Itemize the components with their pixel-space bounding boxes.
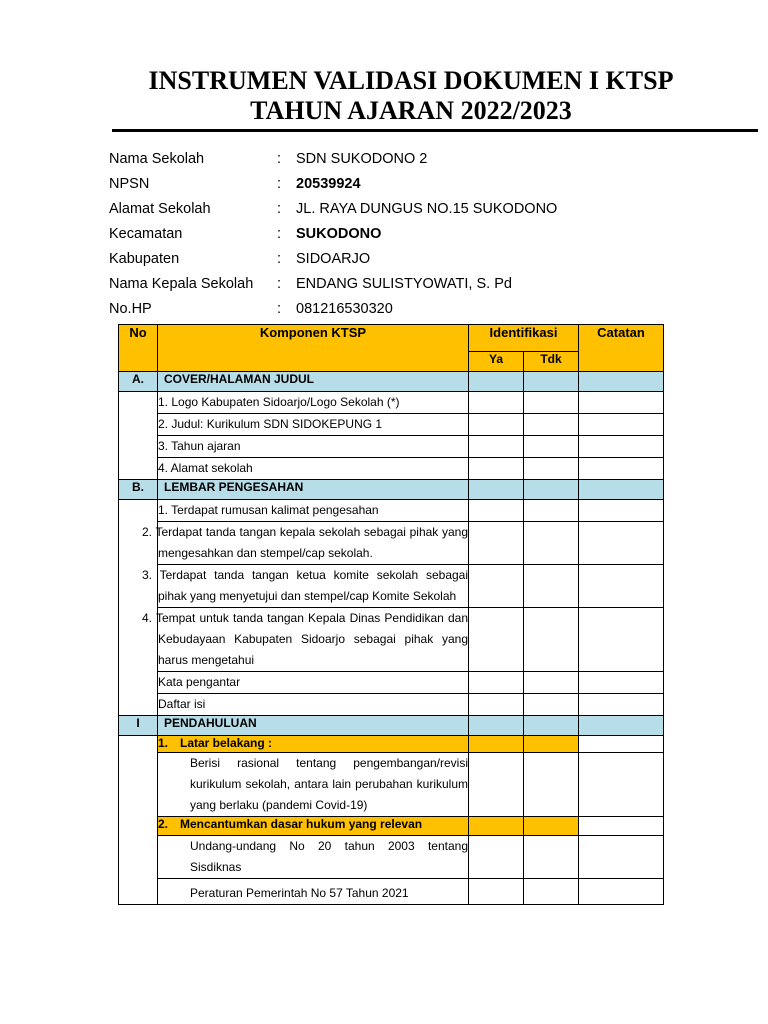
info-key: Kecamatan (109, 226, 183, 242)
info-key: Nama Kepala Sekolah (109, 276, 254, 292)
info-row-kecamatan (109, 222, 729, 247)
section-row-i (119, 716, 664, 736)
subsection-title: Mencantumkan dasar hukum yang relevan (180, 817, 423, 831)
catatan-cell[interactable] (579, 522, 664, 565)
validation-table (118, 324, 664, 905)
info-row-nama-sekolah (109, 147, 729, 172)
ya-cell[interactable] (469, 458, 524, 480)
info-row-npsn (109, 172, 729, 197)
section-number: I (119, 716, 158, 736)
info-colon: : (277, 176, 282, 192)
tdk-cell[interactable] (524, 522, 579, 565)
tdk-cell[interactable] (524, 672, 579, 694)
section-label: PENDAHULUAN (158, 716, 469, 736)
header-tdk: Tdk (524, 352, 579, 372)
catatan-cell[interactable] (579, 458, 664, 480)
ya-cell[interactable] (469, 753, 524, 817)
info-key: Kabupaten (109, 251, 180, 267)
ya-cell[interactable] (469, 522, 524, 565)
header-ya: Ya (469, 352, 524, 372)
table-row-item: Berisi rasional tentang pengembangan/revisi kurikulum sekolah, antara lain perubahan kurikulum yang berlaku (pandemi Covid-19) (158, 753, 469, 817)
tdk-cell[interactable] (524, 694, 579, 716)
ya-cell[interactable] (469, 879, 524, 905)
tdk-cell[interactable] (524, 480, 579, 500)
school-info (109, 147, 729, 322)
catatan-cell[interactable] (579, 879, 664, 905)
table-row-item: 1. Terdapat rumusan kalimat pengesahan (158, 500, 469, 522)
table-row-item: Peraturan Pemerintah No 57 Tahun 2021 (158, 879, 469, 905)
catatan-cell[interactable] (579, 480, 664, 500)
info-value: 081216530320 (296, 301, 393, 317)
ya-cell[interactable] (469, 392, 524, 414)
tdk-cell[interactable] (524, 414, 579, 436)
info-colon: : (277, 301, 282, 317)
catatan-cell[interactable] (579, 608, 664, 672)
table-row-item: 4. Tempat untuk tanda tangan Kepala Dinas Pendidikan dan Kebudayaan Kabupaten Sidoarjo sebagai pihak yang harus mengetahui (158, 608, 469, 672)
subsection-label-dasar-hukum (158, 817, 469, 836)
info-colon: : (277, 201, 282, 217)
catatan-cell[interactable] (579, 372, 664, 392)
subsection-label-latar-belakang (158, 736, 469, 753)
info-colon: : (277, 151, 282, 167)
info-value: JL. RAYA DUNGUS NO.15 SUKODONO (296, 201, 558, 217)
ya-cell[interactable] (469, 672, 524, 694)
subsection-title: Latar belakang : (180, 736, 273, 750)
ya-cell[interactable] (469, 436, 524, 458)
tdk-cell[interactable] (524, 458, 579, 480)
info-row-no-hp (109, 297, 729, 322)
table-row-item: 3. Terdapat tanda tangan ketua komite sekolah sebagai pihak yang menyetujui dan stempel/cap Komite Sekolah (158, 565, 469, 608)
tdk-cell[interactable] (524, 565, 579, 608)
info-value: SIDOARJO (296, 251, 371, 267)
tdk-cell[interactable] (524, 436, 579, 458)
document-subtitle: TAHUN AJARAN 2022/2023 (250, 96, 572, 125)
info-key: NPSN (109, 176, 150, 192)
table-row-item: 4. Alamat sekolah (158, 458, 469, 480)
tdk-cell[interactable] (524, 817, 579, 836)
header-komponen: Komponen KTSP (158, 325, 469, 372)
table-row-item: Daftar isi (158, 694, 469, 716)
ya-cell[interactable] (469, 372, 524, 392)
header-catatan: Catatan (579, 325, 664, 372)
info-colon: : (277, 251, 282, 267)
info-row-alamat (109, 197, 729, 222)
info-row-kepala-sekolah (109, 272, 729, 297)
subsection-number: 1. (158, 736, 169, 750)
info-value: SUKODONO (296, 226, 382, 242)
section-label: COVER/HALAMAN JUDUL (158, 372, 469, 392)
tdk-cell[interactable] (524, 753, 579, 817)
table-row-item: 2. Judul: Kurikulum SDN SIDOKEPUNG 1 (158, 414, 469, 436)
ya-cell[interactable] (469, 414, 524, 436)
header-no: No (119, 325, 158, 372)
table-row-item: 3. Tahun ajaran (158, 436, 469, 458)
info-row-kabupaten (109, 247, 729, 272)
title-divider (112, 129, 758, 132)
info-key: Nama Sekolah (109, 151, 205, 167)
catatan-cell[interactable] (579, 836, 664, 879)
section-number: A. (119, 372, 158, 392)
section-number: B. (119, 480, 158, 500)
info-key: No.HP (109, 301, 152, 317)
header-identifikasi: Identifikasi (469, 325, 579, 352)
info-key: Alamat Sekolah (109, 201, 211, 217)
catatan-cell[interactable] (579, 565, 664, 608)
tdk-cell[interactable] (524, 736, 579, 753)
ya-cell[interactable] (469, 694, 524, 716)
catatan-cell[interactable] (579, 414, 664, 436)
number-cell (119, 736, 158, 905)
catatan-cell[interactable] (579, 392, 664, 414)
ya-cell[interactable] (469, 565, 524, 608)
catatan-cell[interactable] (579, 672, 664, 694)
ya-cell[interactable] (469, 480, 524, 500)
info-colon: : (277, 276, 282, 292)
ya-cell[interactable] (469, 716, 524, 736)
info-colon: : (277, 226, 282, 242)
document-title: INSTRUMEN VALIDASI DOKUMEN I KTSP (148, 66, 674, 95)
table-row-item: Undang-undang No 20 tahun 2003 tentang Sisdiknas (158, 836, 469, 879)
ya-cell[interactable] (469, 608, 524, 672)
catatan-cell[interactable] (579, 753, 664, 817)
section-row-a (119, 372, 664, 392)
number-cell (119, 392, 158, 480)
subsection-number: 2. (158, 817, 169, 831)
table-row-item: 1. Logo Kabupaten Sidoarjo/Logo Sekolah (*) (158, 392, 469, 414)
section-label: LEMBAR PENGESAHAN (158, 480, 469, 500)
table-row-item: 2. Terdapat tanda tangan kepala sekolah sebagai pihak yang mengesahkan dan stempel/cap sekolah. (158, 522, 469, 565)
info-value: ENDANG SULISTYOWATI, S. Pd (296, 276, 512, 292)
catatan-cell[interactable] (579, 716, 664, 736)
tdk-cell[interactable] (524, 716, 579, 736)
ya-cell[interactable] (469, 836, 524, 879)
ya-cell[interactable] (469, 736, 524, 753)
section-row-b (119, 480, 664, 500)
catatan-cell[interactable] (579, 736, 664, 753)
ya-cell[interactable] (469, 817, 524, 836)
info-value: SDN SUKODONO 2 (296, 151, 428, 167)
catatan-cell[interactable] (579, 694, 664, 716)
tdk-cell[interactable] (524, 836, 579, 879)
info-value: 20539924 (296, 176, 361, 192)
catatan-cell[interactable] (579, 436, 664, 458)
tdk-cell[interactable] (524, 392, 579, 414)
catatan-cell[interactable] (579, 817, 664, 836)
tdk-cell[interactable] (524, 879, 579, 905)
table-row-item: Kata pengantar (158, 672, 469, 694)
tdk-cell[interactable] (524, 608, 579, 672)
ya-cell[interactable] (469, 500, 524, 522)
tdk-cell[interactable] (524, 500, 579, 522)
catatan-cell[interactable] (579, 500, 664, 522)
tdk-cell[interactable] (524, 372, 579, 392)
